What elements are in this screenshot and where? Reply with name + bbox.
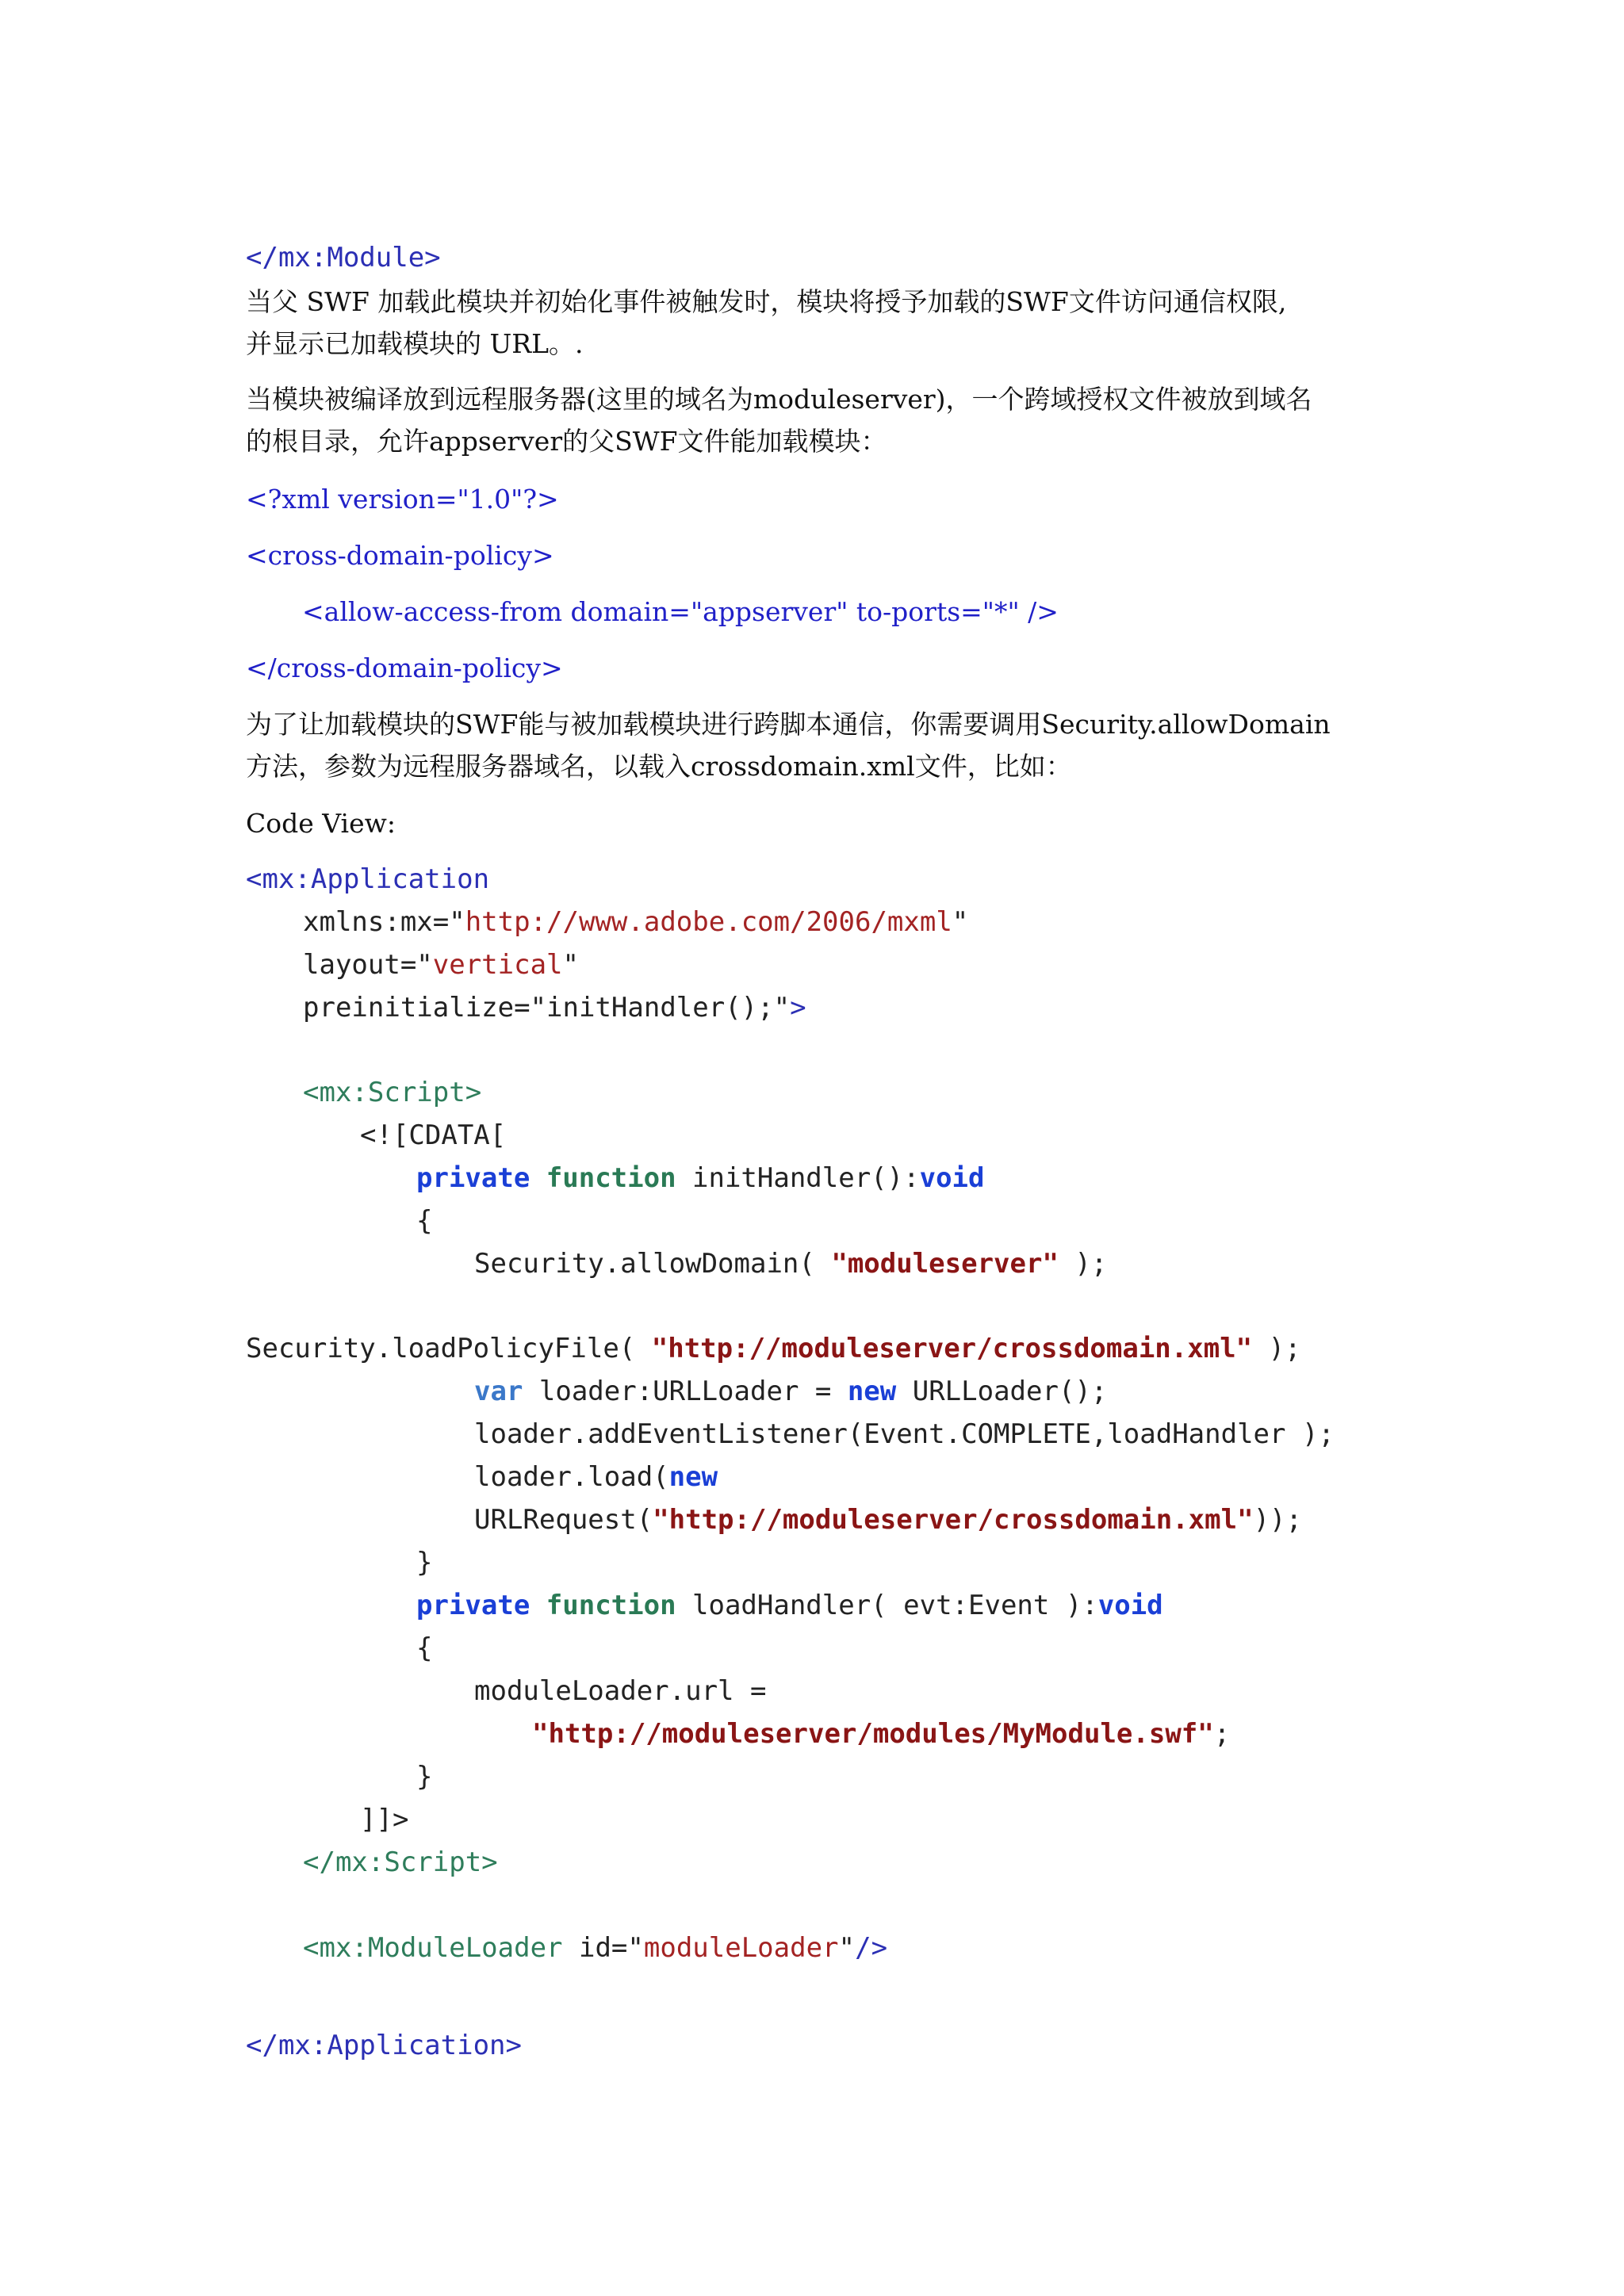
module-close-tag: </mx:Module> xyxy=(246,242,441,274)
para2-line1: 当模块被编译放到远程服务器(这里的域名为moduleserver)，一个跨域授权文件被放到域名 xyxy=(246,384,1312,415)
para1-line2: 并显示已加载模块的 URL。. xyxy=(246,328,584,359)
code-line-brace-open-2: { xyxy=(416,1632,433,1664)
code-line-app-close: </mx:Application> xyxy=(246,2030,522,2061)
code-line-add-listener: loader.addEventListener(Event.COMPLETE,loadHandler ); xyxy=(474,1418,1335,1450)
code-line-init-signature: private function initHandler():void xyxy=(416,1162,985,1194)
allow-access-tag: <allow-access-from domain="appserver" to-ports="*" /> xyxy=(302,596,1059,627)
code-line-load-call: loader.load(new xyxy=(474,1461,718,1493)
para3-line1: 为了让加载模块的SWF能与被加载模块进行跨脚本通信，你需要调用Security.allowDomain xyxy=(246,709,1331,740)
code-line-xmlns: xmlns:mx="http://www.adobe.com/2006/mxml" xyxy=(303,906,969,938)
code-line-brace-open-1: { xyxy=(416,1205,433,1237)
code-line-allow-domain: Security.allowDomain( "moduleserver" ); xyxy=(474,1248,1108,1280)
code-line-load-policy: Security.loadPolicyFile( "http://moduleserver/crossdomain.xml" ); xyxy=(246,1333,1301,1364)
code-view-label: Code View: xyxy=(246,808,396,839)
policy-close-tag: </cross-domain-policy> xyxy=(246,652,563,683)
policy-open-tag: <cross-domain-policy> xyxy=(246,540,554,571)
code-line-module-loader: <mx:ModuleLoader id="moduleLoader" /> xyxy=(303,1932,888,1964)
para2-line2: 的根目录，允许appserver的父SWF文件能加载模块： xyxy=(246,426,887,457)
code-line-loader-decl: var loader:URLLoader = new URLLoader(); xyxy=(474,1376,1108,1407)
xml-declaration: <?xml version="1.0"?> xyxy=(246,484,559,515)
para1-line1: 当父 SWF 加载此模块并初始化事件被触发时，模块将授予加载的SWF文件访问通信权限, xyxy=(246,286,1287,317)
code-line-cdata-open: <![CDATA[ xyxy=(360,1119,507,1151)
code-line-urlrequest: URLRequest("http://moduleserver/crossdomain.xml")); xyxy=(474,1504,1302,1536)
code-line-script-close: </mx:Script> xyxy=(303,1846,498,1878)
code-line-cdata-close: ]]> xyxy=(360,1804,409,1835)
code-line-swf-url: "http://moduleserver/modules/MyModule.swf"; xyxy=(532,1718,1231,1750)
para3-line2: 方法，参数为远程服务器域名，以载入crossdomain.xml文件，比如： xyxy=(246,751,1072,782)
code-line-preinit: preinitialize="initHandler();"> xyxy=(303,992,806,1024)
code-line-brace-close-2: } xyxy=(416,1761,433,1793)
code-line-app-open: <mx:Application xyxy=(246,863,490,895)
code-line-brace-close-1: } xyxy=(416,1547,433,1578)
code-line-url-assign: moduleLoader.url = xyxy=(474,1675,767,1707)
code-line-script-open: <mx:Script> xyxy=(303,1077,482,1108)
code-line-layout: layout="vertical" xyxy=(303,949,580,981)
code-line-load-signature: private function loadHandler( evt:Event ):void xyxy=(416,1590,1163,1621)
